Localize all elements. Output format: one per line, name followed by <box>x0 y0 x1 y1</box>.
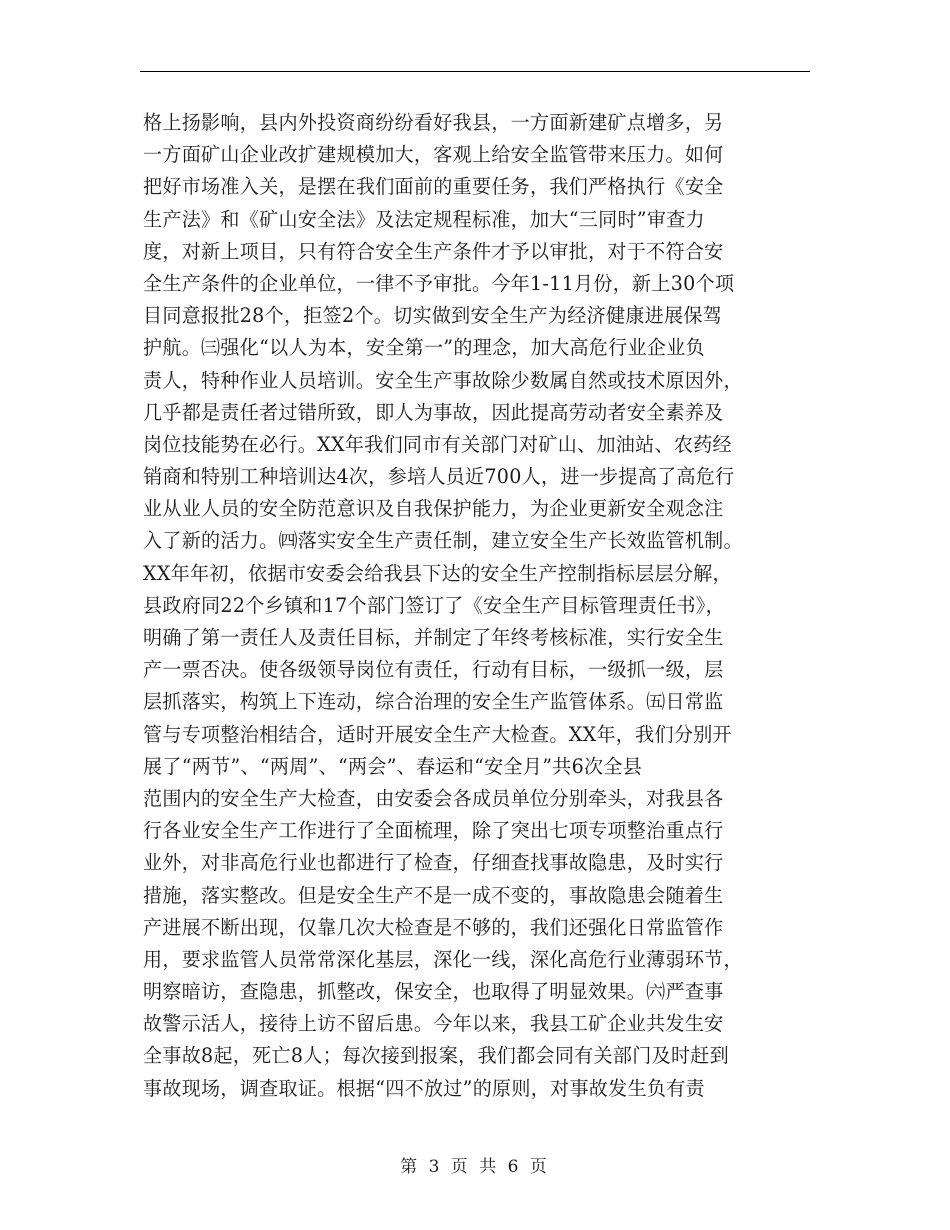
header-rule <box>140 71 810 72</box>
text-line: 管与专项整治相结合，适时开展安全生产大检查。XX年，我们分别开 <box>143 722 732 746</box>
text-line: 岗位技能势在必行。XX年我们同市有关部门对矿山、加油站、农药经 <box>143 432 732 456</box>
text-line: 行各业安全生产工作进行了全面梳理，除了突出七项专项整治重点行 <box>143 819 724 843</box>
text-line: 销商和特别工种培训达4次，参培人员近700人，进一步提高了高危行 <box>143 465 735 489</box>
text-line: 产进展不断出现，仅靠几次大检查是不够的，我们还强化日常监管作 <box>143 915 724 939</box>
text-line: 全生产条件的企业单位，一律不予审批。今年1-11月份，新上30个项 <box>143 271 735 295</box>
text-line: 事故现场，调查取证。根据“四不放过”的原则，对事故发生负有责 <box>143 1076 705 1100</box>
text-line: 用，要求监管人员常常深化基层，深化一线，深化高危行业薄弱环节， <box>143 947 743 971</box>
text-line: 护航。㈢强化“以人为本，安全第一”的理念，加大高危行业企业负 <box>143 336 705 360</box>
text-line: 明察暗访，查隐患，抓整改，保安全，也取得了明显效果。㈥严查事 <box>143 980 724 1004</box>
text-line: 入了新的活力。㈣落实安全生产责任制，建立安全生产长效监管机制。 <box>143 529 743 553</box>
text-line: 一方面矿山企业改扩建规模加大，客观上给安全监管带来压力。如何 <box>143 143 724 167</box>
text-line: 措施，落实整改。但是安全生产不是一成不变的，事故隐患会随着生 <box>143 883 724 907</box>
text-line: 目同意报批28个，拒签2个。切实做到安全生产为经济健康进展保驾 <box>143 304 723 328</box>
text-line: 展了“两节”、“两周”、“两会”、春运和“安全月”共6次全县 <box>143 754 643 778</box>
text-line: 业外，对非高危行业也都进行了检查，仔细查找事故隐患，及时实行 <box>143 851 724 875</box>
text-line: 责人，特种作业人员培训。安全生产事故除少数属自然或技术原因外， <box>143 368 743 392</box>
text-line: 生产法》和《矿山安全法》及法定规程标准，加大“三同时”审查力 <box>143 207 705 231</box>
text-line: 层抓落实，构筑上下连动，综合治理的安全生产监管体系。㈤日常监 <box>143 690 724 714</box>
page-number: 第 3 页 共 6 页 <box>400 1157 550 1177</box>
text-line: 业从业人员的安全防范意识及自我保护能力，为企业更新安全观念注 <box>143 497 724 521</box>
text-line: 产一票否决。使各级领导岗位有责任，行动有目标，一级抓一级，层 <box>143 658 724 682</box>
text-line: 全事故8起，死亡8人；每次接到报案，我们都会同有关部门及时赶到 <box>143 1044 730 1068</box>
text-line: 范围内的安全生产大检查，由安委会各成员单位分别牵头，对我县各 <box>143 786 724 810</box>
text-line: 县政府同22个乡镇和17个部门签订了《安全生产目标管理责任书》， <box>143 593 725 617</box>
text-line: XX年年初，依据市安委会给我县下达的安全生产控制指标层层分解， <box>143 561 732 585</box>
text-line: 几乎都是责任者过错所致，即人为事故，因此提高劳动者安全素养及 <box>143 400 724 424</box>
body-paragraph <box>143 107 823 1105</box>
text-line: 故警示活人，接待上访不留后患。今年以来，我县工矿企业共发生安 <box>143 1012 724 1036</box>
text-line: 明确了第一责任人及责任目标，并制定了年终考核标准，实行安全生 <box>143 626 724 649</box>
text-line: 度，对新上项目，只有符合安全生产条件才予以审批，对于不符合安 <box>143 239 724 263</box>
text-line: 把好市场准入关，是摆在我们面前的重要任务，我们严格执行《安全 <box>143 175 724 199</box>
text-line: 格上扬影响，县内外投资商纷纷看好我县，一方面新建矿点增多，另 <box>143 111 724 134</box>
